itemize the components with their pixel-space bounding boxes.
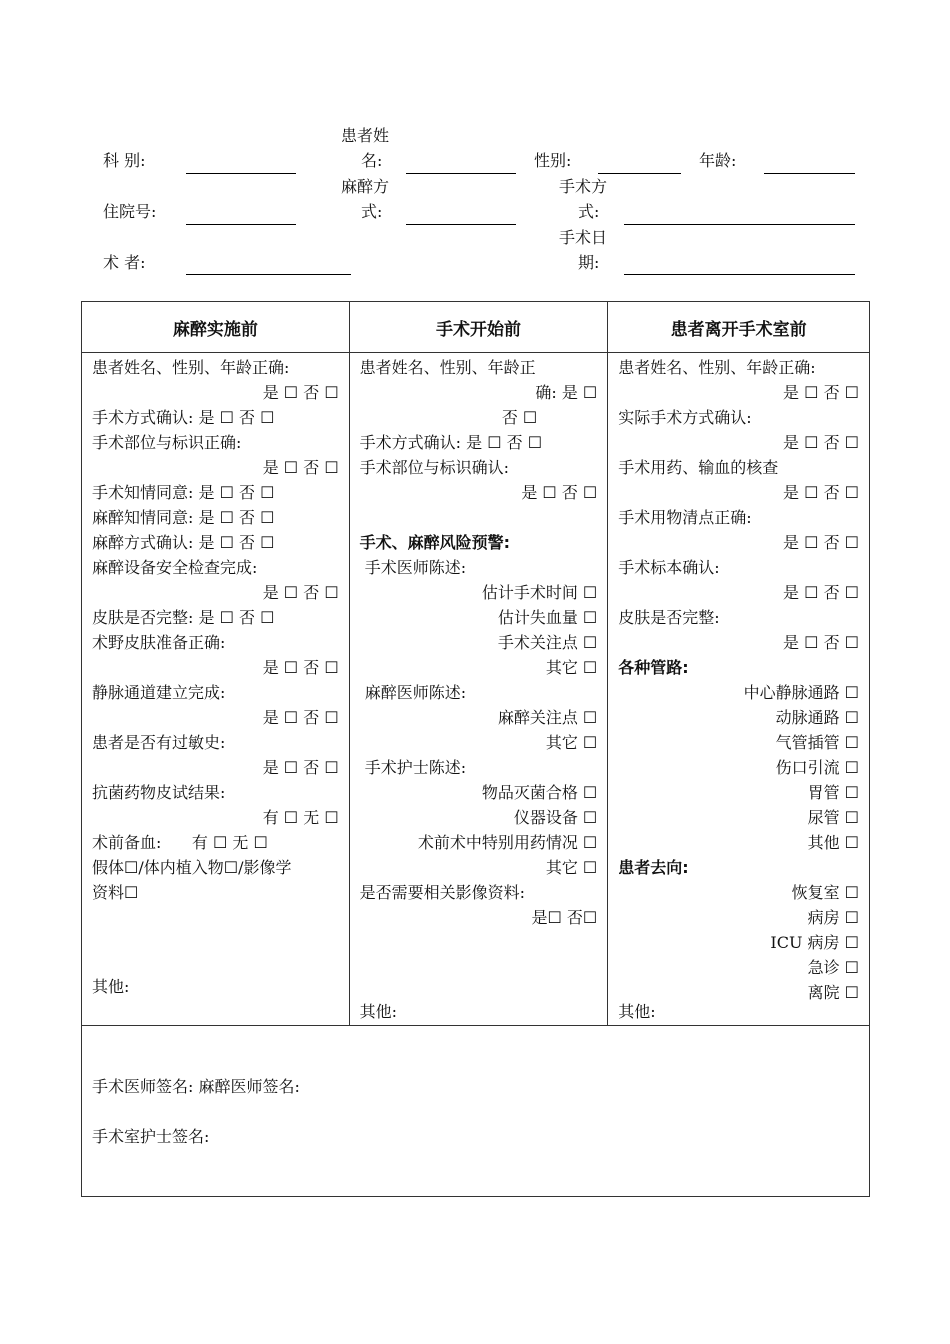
gender-label: 性别: xyxy=(534,151,572,170)
checkbox-option-line[interactable]: 是 ☐ 否 ☐ xyxy=(783,433,859,452)
checklist-item: 手术标本确认: xyxy=(618,558,720,577)
checklist-item: 抗菌药物皮试结果: xyxy=(92,783,226,802)
checkbox-option-line[interactable]: 急诊 ☐ xyxy=(807,958,859,977)
checkbox-option-line[interactable]: 是 ☐ 否 ☐ xyxy=(783,483,859,502)
checkbox-option-line[interactable]: 是 ☐ 否 ☐ xyxy=(262,583,339,602)
header-before-surgery: 手术开始前 xyxy=(349,302,608,353)
checklist-item: 是否需要相关影像资料: xyxy=(359,883,526,902)
surgeon-anesthetist-signature[interactable]: 手术医师签名: 麻醉医师签名: xyxy=(92,1077,300,1096)
checkbox-option-line[interactable]: 其它 ☐ xyxy=(545,658,598,677)
checkbox-option-line[interactable]: 是 ☐ 否 ☐ xyxy=(783,583,859,602)
checkbox-option-line[interactable]: 是 ☐ 否 ☐ xyxy=(783,383,859,402)
checklist-item: 患者姓名、性别、年龄正确: xyxy=(92,358,290,377)
admission-field[interactable] xyxy=(186,224,296,225)
nurse-signature[interactable]: 手术室护士签名: xyxy=(92,1127,210,1146)
name-label-line2: 名: xyxy=(361,151,383,170)
checkbox-option-line[interactable]: 气管插管 ☐ xyxy=(775,733,859,752)
col2-other: 其他: xyxy=(359,1002,398,1021)
checkbox-option-line[interactable]: 胃管 ☐ xyxy=(807,783,859,802)
checklist-item: 术野皮肤准备正确: xyxy=(92,633,226,652)
checkbox-option-line[interactable]: 手术关注点 ☐ xyxy=(497,633,598,652)
checkbox-option-line[interactable]: 是 ☐ 否 ☐ xyxy=(262,758,339,777)
anes-method-label-line1: 麻醉方 xyxy=(341,177,390,196)
checkbox-option-line[interactable]: 其他 ☐ xyxy=(807,833,859,852)
surgery-date-label-line2: 期: xyxy=(578,253,600,272)
checklist-item: 麻醉方式确认: 是 ☐ 否 ☐ xyxy=(92,533,275,552)
surgery-method-field[interactable] xyxy=(624,224,855,225)
checklist-item: 静脉通道建立完成: xyxy=(92,683,226,702)
checklist-item: 手术护士陈述: xyxy=(359,758,467,777)
checkbox-option-line[interactable]: 估计手术时间 ☐ xyxy=(481,583,598,602)
header-before-anesthesia: 麻醉实施前 xyxy=(82,302,350,353)
admission-label: 住院号: xyxy=(103,202,157,221)
anes-method-label-line2: 式: xyxy=(361,202,383,221)
checklist-item: 手术医师陈述: xyxy=(359,558,467,577)
surgeon-label: 术 者: xyxy=(103,253,146,272)
checklist-item: 患者是否有过敏史: xyxy=(92,733,226,752)
checklist-item: 手术方式确认: 是 ☐ 否 ☐ xyxy=(92,408,275,427)
checkbox-option-line[interactable]: 动脉通路 ☐ xyxy=(775,708,859,727)
checklist-item: 患者姓名、性别、年龄正 xyxy=(359,358,536,377)
checklist-item: 手术用物清点正确: xyxy=(618,508,752,527)
checkbox-option-line[interactable]: 中心静脉通路 ☐ xyxy=(743,683,859,702)
age-label: 年龄: xyxy=(699,151,737,170)
dept-field[interactable] xyxy=(186,173,296,174)
checklist-item: 患者姓名、性别、年龄正确: xyxy=(618,358,816,377)
blank-line xyxy=(360,505,598,530)
checklist-item: 麻醉知情同意: 是 ☐ 否 ☐ xyxy=(92,508,275,527)
checklist-item: 资料☐ xyxy=(92,883,139,902)
surgery-date-field[interactable] xyxy=(624,274,855,275)
surgery-method-label-line1: 手术方 xyxy=(559,177,608,196)
gender-field[interactable] xyxy=(598,173,681,174)
col1-other: 其他: xyxy=(92,977,130,996)
column-before-surgery xyxy=(350,353,608,1025)
checklist-item: 手术用药、输血的核查 xyxy=(618,458,779,477)
checkbox-option-line[interactable]: 否 ☐ xyxy=(501,408,538,427)
checkbox-option-line[interactable]: 物品灭菌合格 ☐ xyxy=(481,783,598,802)
surgeon-field[interactable] xyxy=(186,274,351,275)
checkbox-option-line[interactable]: 是 ☐ 否 ☐ xyxy=(262,658,339,677)
age-field[interactable] xyxy=(764,173,855,174)
section-heading: 患者去向: xyxy=(618,858,689,877)
col3-other: 其他: xyxy=(618,1002,656,1021)
checkbox-option-line[interactable]: ICU 病房 ☐ xyxy=(770,933,859,952)
checklist-item: 手术部位与标识正确: xyxy=(92,433,242,452)
checkbox-option-line[interactable]: 术前术中特别用药情况 ☐ xyxy=(417,833,598,852)
checklist-item: 手术部位与标识确认: xyxy=(359,458,510,477)
patient-name-field[interactable] xyxy=(406,173,516,174)
checkbox-option-line[interactable]: 是 ☐ 否 ☐ xyxy=(262,708,339,727)
checkbox-option-line[interactable]: 仪器设备 ☐ xyxy=(513,808,598,827)
checkbox-option-line[interactable]: 是 ☐ 否 ☐ xyxy=(521,483,598,502)
checklist-item: 假体☐/体内植入物☐/影像学 xyxy=(92,858,292,877)
checklist-item: 麻醉设备安全检查完成: xyxy=(92,558,258,577)
surgery-date-label-line1: 手术日 xyxy=(559,228,608,247)
checkbox-option-line[interactable]: 尿管 ☐ xyxy=(807,808,859,827)
safety-checklist-table xyxy=(81,301,870,1197)
checkbox-option-line[interactable]: 离院 ☐ xyxy=(807,983,859,1002)
checkbox-option-line[interactable]: 是 ☐ 否 ☐ xyxy=(783,533,859,552)
checkbox-option-line[interactable]: 确: 是 ☐ xyxy=(535,383,598,402)
checkbox-option-line[interactable]: 病房 ☐ xyxy=(807,908,859,927)
checkbox-option-line[interactable]: 其它 ☐ xyxy=(545,858,598,877)
header-before-leaving: 患者离开手术室前 xyxy=(608,302,870,353)
checkbox-option-line[interactable]: 恢复室 ☐ xyxy=(791,883,859,902)
anes-method-field[interactable] xyxy=(406,224,516,225)
dept-label: 科 别: xyxy=(103,151,146,170)
checkbox-option-line[interactable]: 是☐ 否☐ xyxy=(531,908,598,927)
column-before-leaving xyxy=(608,353,869,1025)
checkbox-option-line[interactable]: 其它 ☐ xyxy=(545,733,598,752)
name-label-line1: 患者姓 xyxy=(341,126,390,145)
signature-section xyxy=(82,1026,869,1196)
checklist-item: 皮肤是否完整: xyxy=(618,608,720,627)
checkbox-option-line[interactable]: 是 ☐ 否 ☐ xyxy=(262,383,339,402)
checklist-item: 手术知情同意: 是 ☐ 否 ☐ xyxy=(92,483,275,502)
column-before-anesthesia xyxy=(82,353,349,1025)
checklist-item: 麻醉医师陈述: xyxy=(359,683,467,702)
section-heading: 手术、麻醉风险预警: xyxy=(359,533,511,552)
section-heading: 各种管路: xyxy=(618,658,689,677)
checklist-item: 手术方式确认: 是 ☐ 否 ☐ xyxy=(359,433,543,452)
checkbox-option-line[interactable]: 估计失血量 ☐ xyxy=(497,608,598,627)
checklist-item: 皮肤是否完整: 是 ☐ 否 ☐ xyxy=(92,608,275,627)
checkbox-option-line[interactable]: 麻醉关注点 ☐ xyxy=(497,708,598,727)
checkbox-option-line[interactable]: 是 ☐ 否 ☐ xyxy=(783,633,859,652)
checklist-item: 实际手术方式确认: xyxy=(618,408,752,427)
checkbox-option-line[interactable]: 有 ☐ 无 ☐ xyxy=(262,808,339,827)
surgery-method-label-line2: 式: xyxy=(578,202,600,221)
checkbox-option-line[interactable]: 是 ☐ 否 ☐ xyxy=(262,458,339,477)
checklist-item: 术前备血: 有 ☐ 无 ☐ xyxy=(92,833,268,852)
checkbox-option-line[interactable]: 伤口引流 ☐ xyxy=(775,758,859,777)
